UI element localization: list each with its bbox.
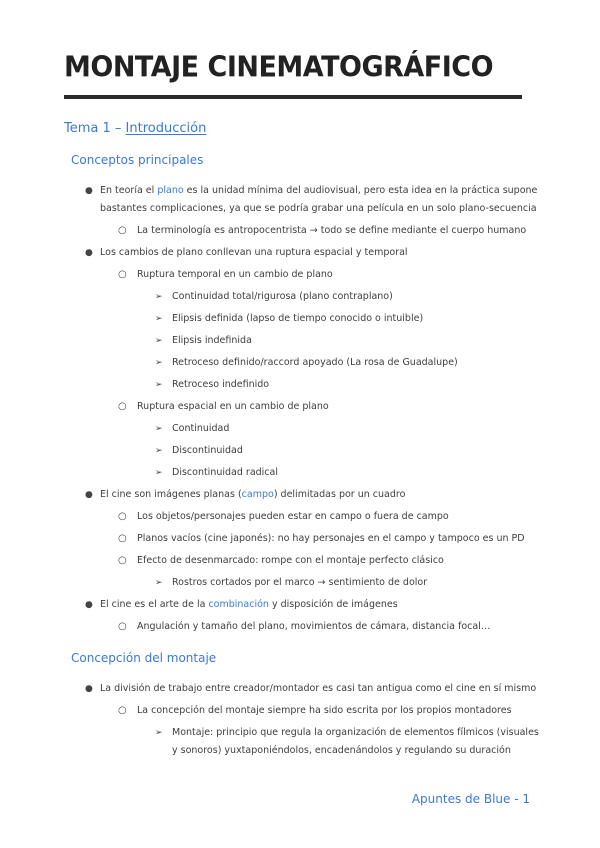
title-divider bbox=[64, 95, 522, 99]
list-item: Montaje: principio que regula la organización de elementos fílmicos (visuales bbox=[172, 727, 539, 738]
circle-bullet-icon: ○ bbox=[118, 511, 127, 522]
bullet-icon: ● bbox=[85, 248, 93, 258]
arrow-bullet-icon: ➢ bbox=[155, 292, 163, 302]
list-item-continuation: y sonoros) yuxtaponiéndolos, encadenándolos y regulando su duración bbox=[172, 745, 511, 756]
topic-heading bbox=[64, 121, 206, 136]
list-item: Ruptura espacial en un cambio de plano bbox=[137, 401, 329, 412]
arrow-bullet-icon: ➢ bbox=[155, 446, 163, 456]
list-item: Elipsis definida (lapso de tiempo conocido o intuible) bbox=[172, 313, 424, 324]
list-item: El cine es el arte de la combinación y disposición de imágenes bbox=[100, 599, 398, 610]
list-item: Retroceso indefinido bbox=[172, 379, 270, 390]
document-title: MONTAJE CINEMATOGRÁFICO bbox=[64, 51, 494, 84]
list-item: Los cambios de plano conllevan una ruptura espacial y temporal bbox=[100, 247, 408, 258]
list-item: Efecto de desenmarcado: rompe con el montaje perfecto clásico bbox=[137, 555, 444, 566]
page-footer: Apuntes de Blue - 1 bbox=[411, 792, 530, 806]
list-item: Continuidad total/rigurosa (plano contraplano) bbox=[172, 291, 393, 302]
highlight-term: plano bbox=[157, 185, 184, 196]
topic-name: Introducción bbox=[125, 121, 207, 136]
list-item: Discontinuidad bbox=[172, 445, 243, 456]
section-heading-concepcion: Concepción del montaje bbox=[71, 651, 217, 665]
bullet-icon: ● bbox=[85, 186, 93, 196]
arrow-bullet-icon: ➢ bbox=[155, 578, 163, 588]
arrow-bullet-icon: ➢ bbox=[155, 358, 163, 368]
arrow-bullet-icon: ➢ bbox=[155, 468, 163, 478]
topic-prefix: Tema 1 – bbox=[64, 121, 126, 136]
arrow-bullet-icon: ➢ bbox=[155, 380, 163, 390]
list-item: Los objetos/personajes pueden estar en campo o fuera de campo bbox=[137, 511, 449, 522]
list-item: Continuidad bbox=[172, 423, 230, 434]
bullet-icon: ● bbox=[85, 684, 93, 694]
arrow-bullet-icon: ➢ bbox=[155, 314, 163, 324]
list-item: Retroceso definido/raccord apoyado (La rosa de Guadalupe) bbox=[172, 357, 458, 368]
circle-bullet-icon: ○ bbox=[118, 621, 127, 632]
circle-bullet-icon: ○ bbox=[118, 705, 127, 716]
list-item: La terminología es antropocentrista → todo se define mediante el cuerpo humano bbox=[137, 225, 527, 236]
arrow-bullet-icon: ➢ bbox=[155, 336, 163, 346]
list-item: Rostros cortados por el marco → sentimiento de dolor bbox=[172, 577, 428, 588]
list-item-continuation: bastantes complicaciones, ya que se podría grabar una película en un solo plano-secuencia bbox=[100, 203, 537, 214]
list-item: La concepción del montaje siempre ha sido escrita por los propios montadores bbox=[137, 705, 512, 716]
arrow-bullet-icon: ➢ bbox=[155, 728, 163, 738]
list-item: Discontinuidad radical bbox=[172, 467, 278, 478]
list-item: El cine son imágenes planas (campo) delimitadas por un cuadro bbox=[100, 489, 406, 500]
circle-bullet-icon: ○ bbox=[118, 401, 127, 412]
circle-bullet-icon: ○ bbox=[118, 269, 127, 280]
bullet-icon: ● bbox=[85, 490, 93, 500]
circle-bullet-icon: ○ bbox=[118, 555, 127, 566]
circle-bullet-icon: ○ bbox=[118, 225, 127, 236]
list-item: Elipsis indefinida bbox=[172, 335, 252, 346]
list-item: La división de trabajo entre creador/montador es casi tan antigua como el cine en sí mismo bbox=[100, 683, 537, 694]
bullet-icon: ● bbox=[85, 600, 93, 610]
section-heading-conceptos: Conceptos principales bbox=[71, 153, 204, 167]
arrow-bullet-icon: ➢ bbox=[155, 424, 163, 434]
circle-bullet-icon: ○ bbox=[118, 533, 127, 544]
list-item: Angulación y tamaño del plano, movimientos de cámara, distancia focal… bbox=[137, 621, 491, 632]
list-item: Ruptura temporal en un cambio de plano bbox=[137, 269, 333, 280]
list-item: En teoría el plano es la unidad mínima del audiovisual, pero esta idea en la práctica supone bbox=[100, 185, 538, 196]
highlight-term: campo bbox=[241, 489, 274, 500]
highlight-term: combinación bbox=[208, 599, 269, 610]
list-item: Planos vacíos (cine japonés): no hay personajes en el campo y tampoco es un PD bbox=[137, 533, 525, 544]
